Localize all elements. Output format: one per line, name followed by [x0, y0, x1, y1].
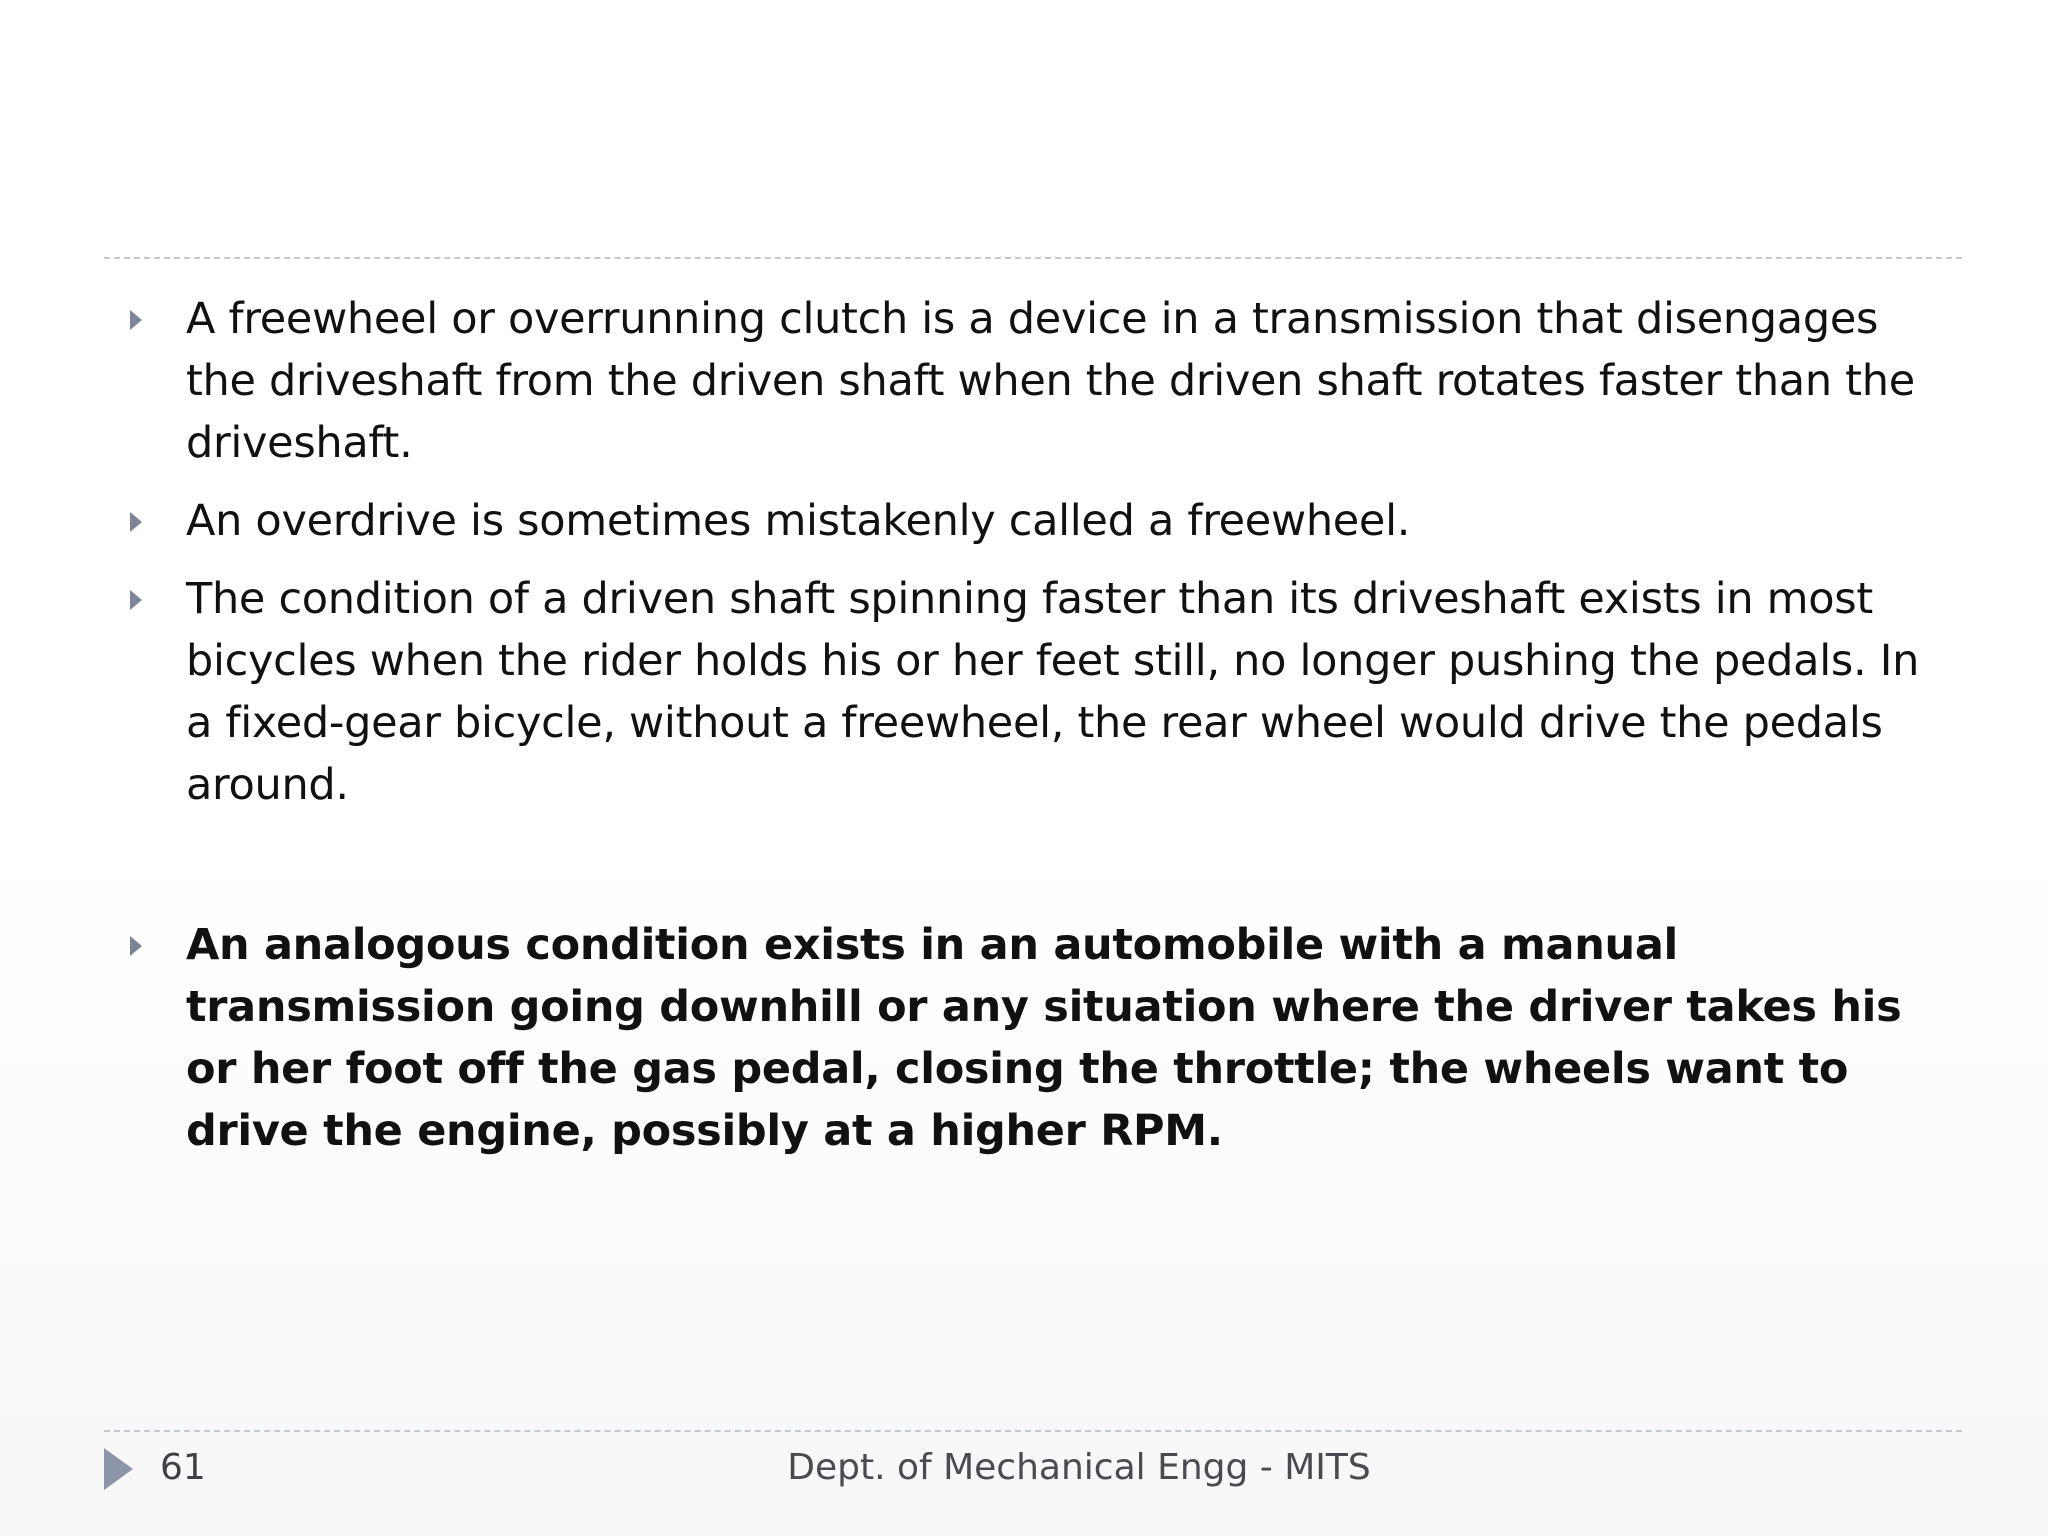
bullet-text: The condition of a driven shaft spinning faster than its driveshaft exists in most bicycles when the rider holds his or her feet still, no longer pushing the pedals. In a fixed-gear bicycle, without a freewheel, the rear wheel would drive the pedals around.	[186, 574, 1920, 810]
slide-number: 61	[160, 1447, 206, 1488]
bullet-triangle-icon	[130, 310, 142, 330]
bottom-divider	[104, 1430, 1962, 1432]
bullet-list	[120, 288, 1920, 1162]
top-divider	[104, 257, 1962, 259]
bullet-triangle-icon	[130, 936, 142, 956]
bullet-text: An overdrive is sometimes mistakenly called a freewheel.	[186, 496, 1411, 546]
bullet-text: An analogous condition exists in an automobile with a manual transmission going downhill or any situation where the driver takes his or her foot off the gas pedal, closing the throttle; the wheels want to drive the engine, possibly at a higher RPM.	[186, 920, 1902, 1156]
bullet-item-emphasis	[120, 914, 1920, 1162]
bullet-triangle-icon	[130, 512, 142, 532]
bullet-triangle-icon	[130, 590, 142, 610]
footer-department: Dept. of Mechanical Engg - MITS	[787, 1447, 1371, 1488]
bullet-text: A freewheel or overrunning clutch is a device in a transmission that disengages the driveshaft from the driven shaft when the driven shaft rotates faster than the driveshaft.	[186, 294, 1915, 468]
bullet-item	[120, 568, 1920, 816]
bullet-item	[120, 288, 1920, 474]
bullet-item	[120, 490, 1920, 552]
